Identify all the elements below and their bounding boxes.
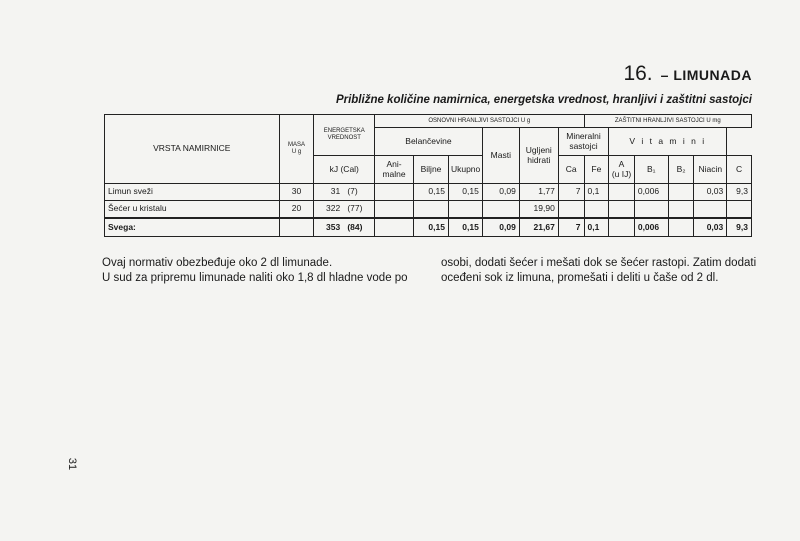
header-kj-cal: kJ (Cal) — [314, 156, 375, 184]
cell-b1: 0,006 — [634, 184, 668, 201]
cell-ugljeni: 21,67 — [519, 218, 558, 237]
cell-name: Svega: — [105, 218, 280, 237]
cell-biljne — [414, 201, 449, 219]
cell-fe: 0,1 — [584, 218, 609, 237]
header-b2: B₂ — [668, 156, 694, 184]
cell-animalne — [375, 201, 414, 219]
cell-energy — [314, 184, 375, 201]
cell-cal: (7) — [347, 186, 358, 197]
cell-ukupno — [448, 201, 482, 219]
cell-fe — [584, 201, 609, 219]
header-belancevine: Belančevine — [375, 128, 483, 156]
cell-niacin: 0,03 — [694, 218, 727, 237]
table-subtitle: Približne količine namirnica, energetska vrednost, hranljivi i zaštitni sastojci — [335, 94, 752, 106]
header-biljne: Biljne — [414, 156, 449, 184]
header-masa-label: MASA — [288, 142, 306, 149]
header-masa-unit: U g — [291, 149, 302, 155]
cell-c: 9,3 — [727, 184, 752, 201]
cell-energy — [314, 201, 375, 219]
header-masa — [279, 115, 314, 184]
header-a-unit: (u IJ) — [611, 168, 632, 179]
header-vrsta: VRSTA NAMIRNICE — [105, 115, 280, 184]
header-niacin: Niacin — [694, 156, 727, 184]
recipe-title: – LIMUNADA — [660, 67, 752, 83]
instructions-line: Ovaj normativ obezbeđuje oko 2 dl limunade. — [102, 257, 333, 269]
cell-ukupno: 0,15 — [448, 218, 482, 237]
cell-kj: 353 — [326, 221, 341, 232]
cell-a — [609, 218, 635, 237]
cell-energy — [314, 218, 375, 237]
cell-a — [609, 201, 635, 219]
header-animalne: Ani-malne — [375, 156, 414, 184]
header-energetska: ENERGETSKA VREDNOST — [314, 115, 375, 156]
header-masti: Masti — [482, 128, 519, 184]
instructions-left-column — [102, 256, 422, 286]
cell-animalne — [375, 218, 414, 237]
cell-biljne: 0,15 — [414, 184, 449, 201]
table-row — [105, 184, 752, 201]
cell-b2 — [668, 184, 694, 201]
cell-animalne — [375, 184, 414, 201]
cell-cal: (77) — [347, 203, 363, 214]
cell-name: Šećer u kristalu — [105, 201, 280, 219]
header-c: C — [727, 156, 752, 184]
recipe-number: 16. — [623, 62, 653, 85]
cell-ca — [558, 201, 584, 219]
header-fe: Fe — [584, 156, 609, 184]
cell-masa: 20 — [279, 201, 314, 219]
header-ugljeni: Ugljeni hidrati — [519, 128, 558, 184]
cell-niacin: 0,03 — [694, 184, 727, 201]
header-vitamini: V i t a m i n i — [609, 128, 727, 156]
cell-cal: (84) — [347, 221, 363, 232]
cell-masti: 0,09 — [482, 184, 519, 201]
table-total-row — [105, 218, 752, 237]
cell-masti: 0,09 — [482, 218, 519, 237]
cell-b1: 0,006 — [634, 218, 668, 237]
header-osnovni: OSNOVNI HRANLJIVI SASTOJCI U g — [375, 115, 584, 128]
table-row — [105, 201, 752, 219]
header-ca: Ca — [558, 156, 584, 184]
instructions-line: oceđeni sok iz limuna, promešati i deliti u čaše od 2 dl. — [441, 272, 719, 284]
cell-ca: 7 — [558, 184, 584, 201]
cell-ugljeni: 19,90 — [519, 201, 558, 219]
instructions-right-column — [441, 256, 761, 286]
cell-b2 — [668, 201, 694, 219]
cell-biljne: 0,15 — [414, 218, 449, 237]
instructions-line: U sud za pripremu limunade naliti oko 1,8 dl hladne vode po — [102, 272, 408, 284]
header-mineralni: Mineralni sastojci — [558, 128, 608, 156]
cell-masa: 30 — [279, 184, 314, 201]
cell-kj: 31 — [330, 186, 341, 197]
cell-ukupno: 0,15 — [448, 184, 482, 201]
header-a-label: A — [618, 158, 625, 169]
cell-ca: 7 — [558, 218, 584, 237]
cell-masti — [482, 201, 519, 219]
cell-a — [609, 184, 635, 201]
cell-c: 9,3 — [727, 218, 752, 237]
cell-name: Limun sveži — [105, 184, 280, 201]
cell-niacin — [694, 201, 727, 219]
header-ukupno: Ukupno — [448, 156, 482, 184]
cell-b1 — [634, 201, 668, 219]
nutrition-table — [104, 114, 752, 237]
header-a — [609, 156, 635, 184]
instructions-line: osobi, dodati šećer i mešati dok se šećer rastopi. Zatim dodati — [441, 257, 757, 269]
header-zastitni: ZAŠTITNI HRANLJIVI SASTOJCI U mg — [584, 115, 751, 128]
cell-kj: 322 — [326, 203, 341, 214]
cell-ugljeni: 1,77 — [519, 184, 558, 201]
cell-b2 — [668, 218, 694, 237]
cell-c — [727, 201, 752, 219]
cell-masa — [279, 218, 314, 237]
cell-fe: 0,1 — [584, 184, 609, 201]
recipe-heading — [623, 62, 752, 86]
page-number: 31 — [66, 457, 79, 471]
header-b1: B₁ — [634, 156, 668, 184]
